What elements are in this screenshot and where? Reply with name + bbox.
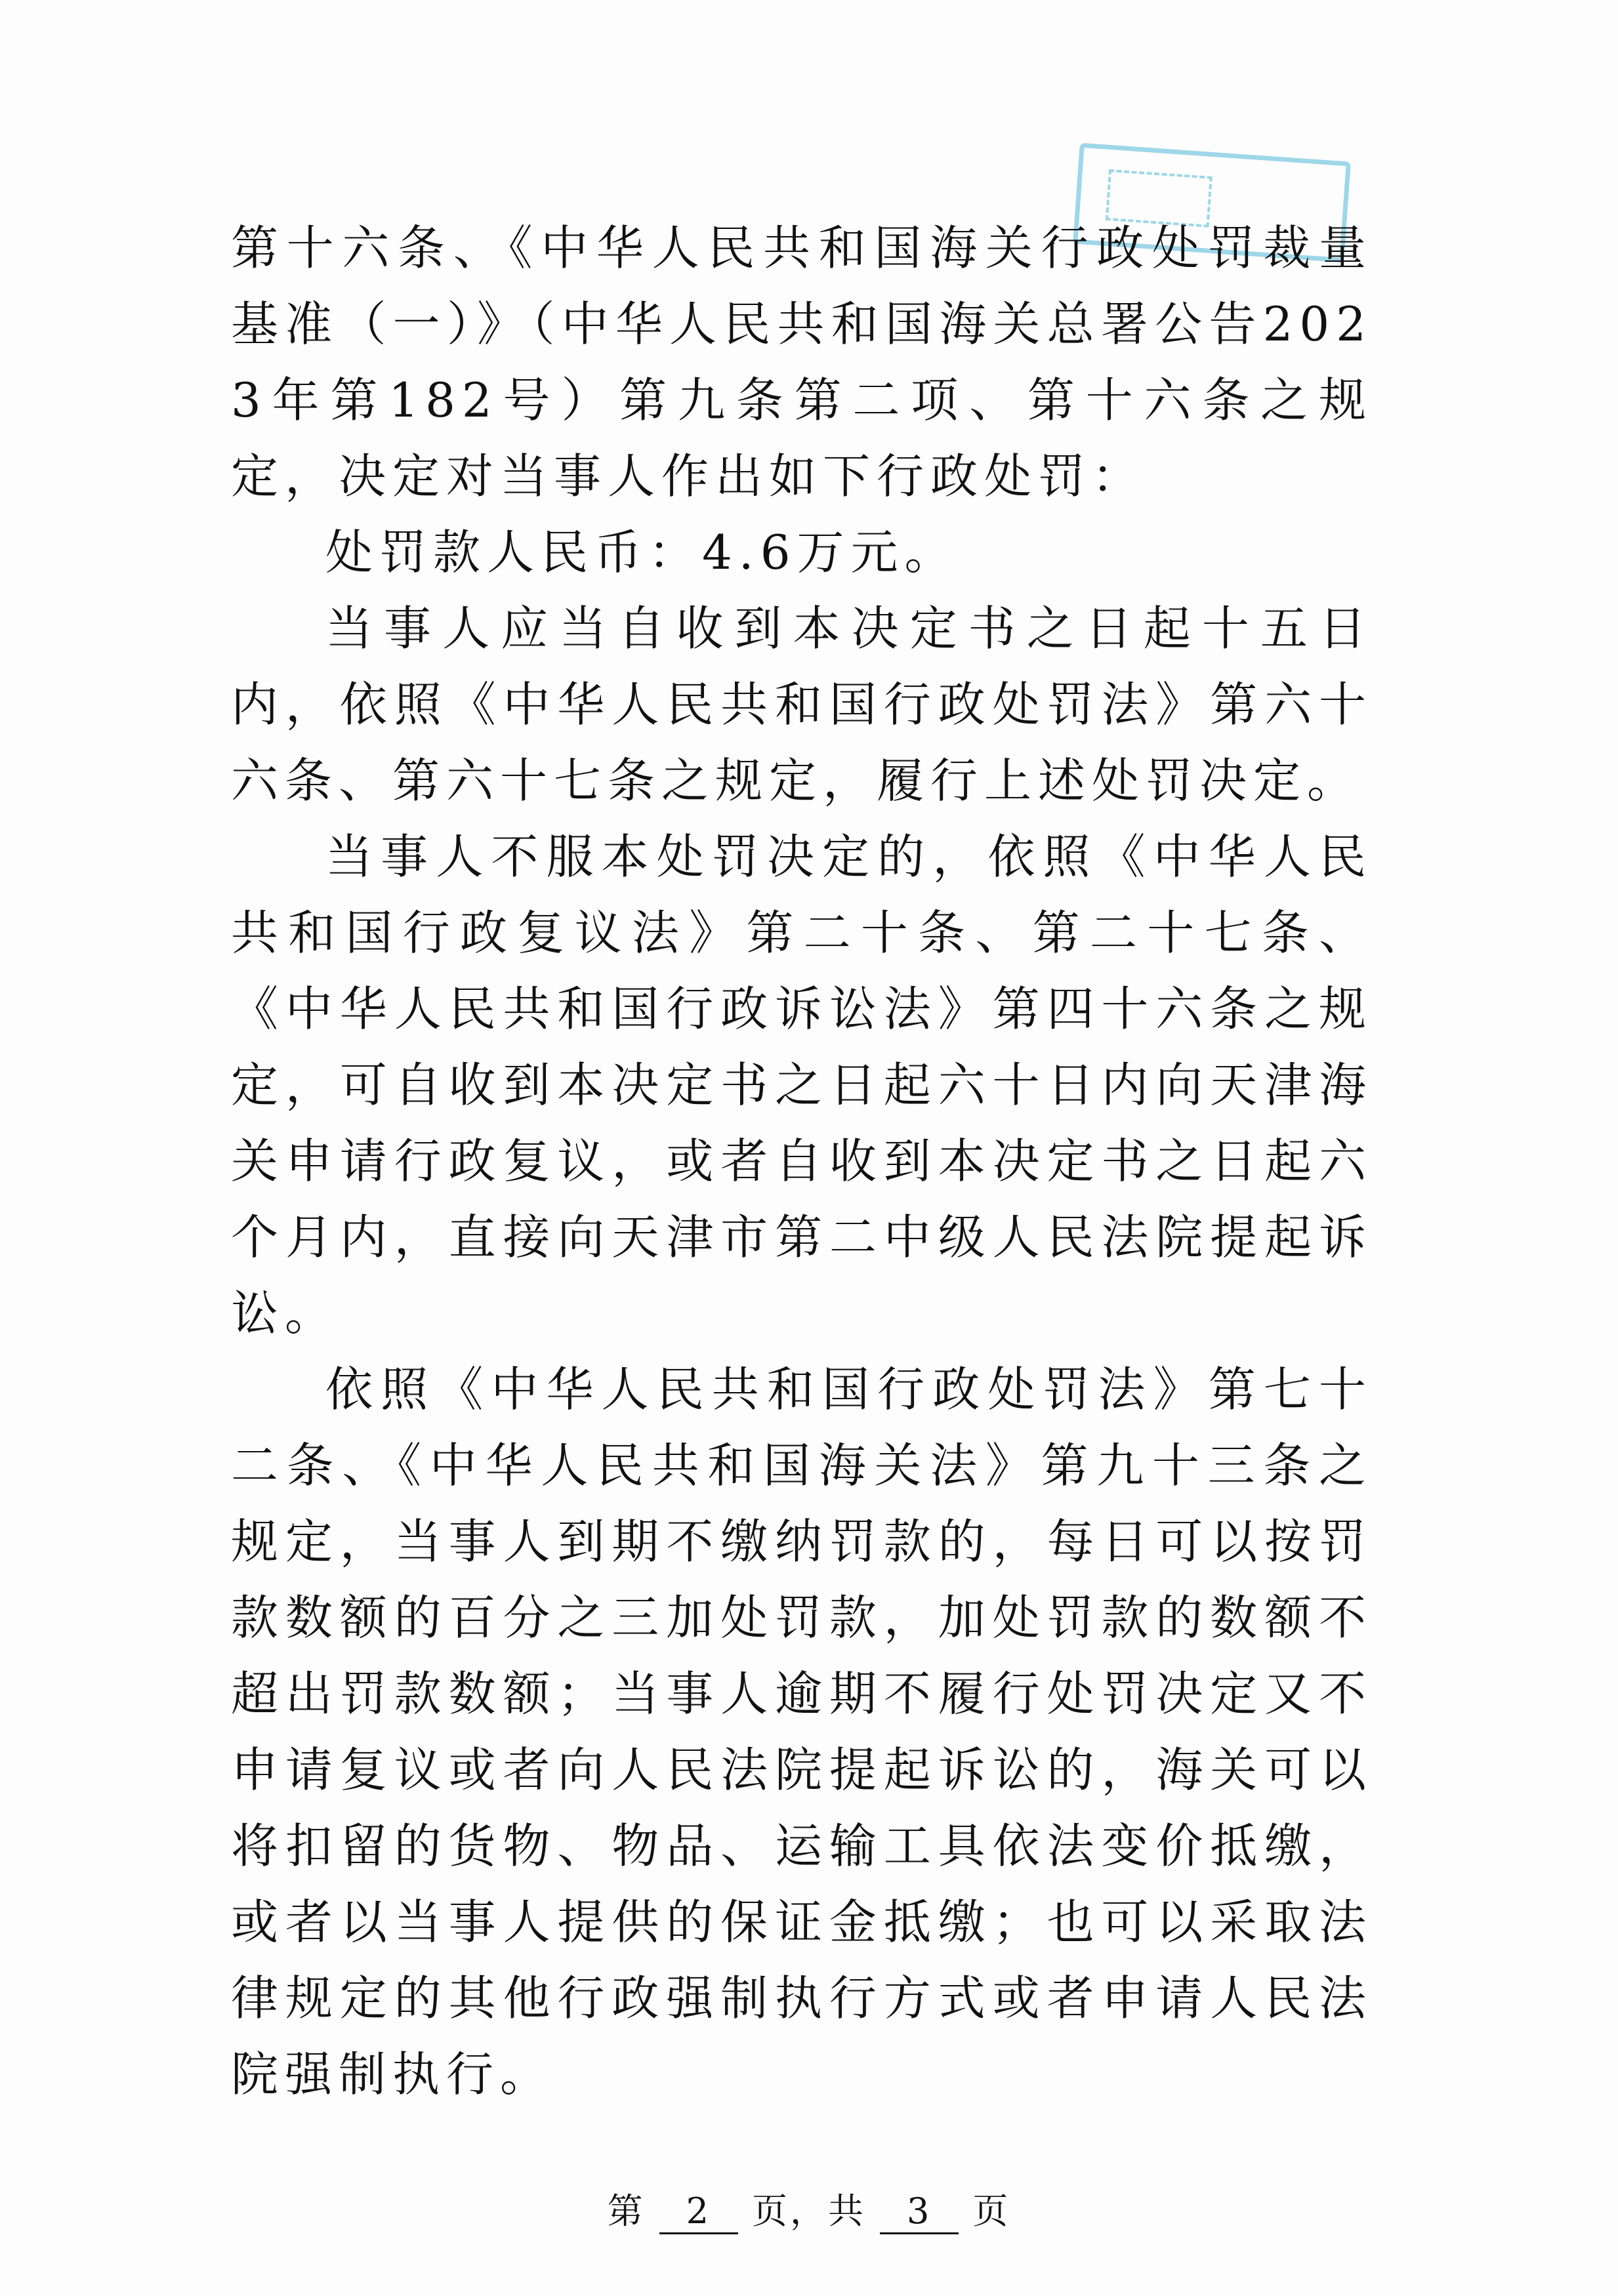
- paragraph-continuation: 第十六条、《中华人民共和国海关行政处罚裁量基准（一）》（中华人民共和国海关总署公告2023年第182号）第九条第二项、第十六条之规定，决定对当事人作出如下行政处罚：: [231, 220, 1373, 504]
- page-footer: [0, 2183, 1618, 2234]
- paragraph-penalty-amount: 处罚款人民币：4.6万元。: [325, 525, 959, 580]
- total-page-number: 3: [880, 2190, 959, 2234]
- current-page-number: 2: [659, 2190, 738, 2234]
- footer-middle: 页，共: [752, 2190, 866, 2232]
- document-body: [231, 210, 1373, 2112]
- paragraph-payment-deadline: 当事人应当自收到本决定书之日起十五日内，依照《中华人民共和国行政处罚法》第六十六条、第六十七条之规定，履行上述处罚决定。: [231, 601, 1373, 808]
- footer-suffix: 页: [972, 2190, 1011, 2232]
- paragraph-appeal-rights: 当事人不服本处罚决定的，依照《中华人民共和国行政复议法》第二十条、第二十七条、《中华人民共和国行政诉讼法》第四十六条之规定，可自收到本决定书之日起六十日内向天津海关申请行政复议，或者自收到本决定书之日起六个月内，直接向天津市第二中级人民法院提起诉讼。: [231, 829, 1373, 1341]
- paragraph-late-payment: 依照《中华人民共和国行政处罚法》第七十二条、《中华人民共和国海关法》第九十三条之规定，当事人到期不缴纳罚款的，每日可以按罚款数额的百分之三加处罚款，加处罚款的数额不超出罚款数额；当事人逾期不履行处罚决定又不申请复议或者向人民法院提起诉讼的，海关可以将扣留的货物、物品、运输工具依法变价抵缴，或者以当事人提供的保证金抵缴；也可以采取法律规定的其他行政强制执行方式或者申请人民法院强制执行。: [231, 1362, 1373, 2102]
- footer-prefix: 第: [607, 2190, 646, 2232]
